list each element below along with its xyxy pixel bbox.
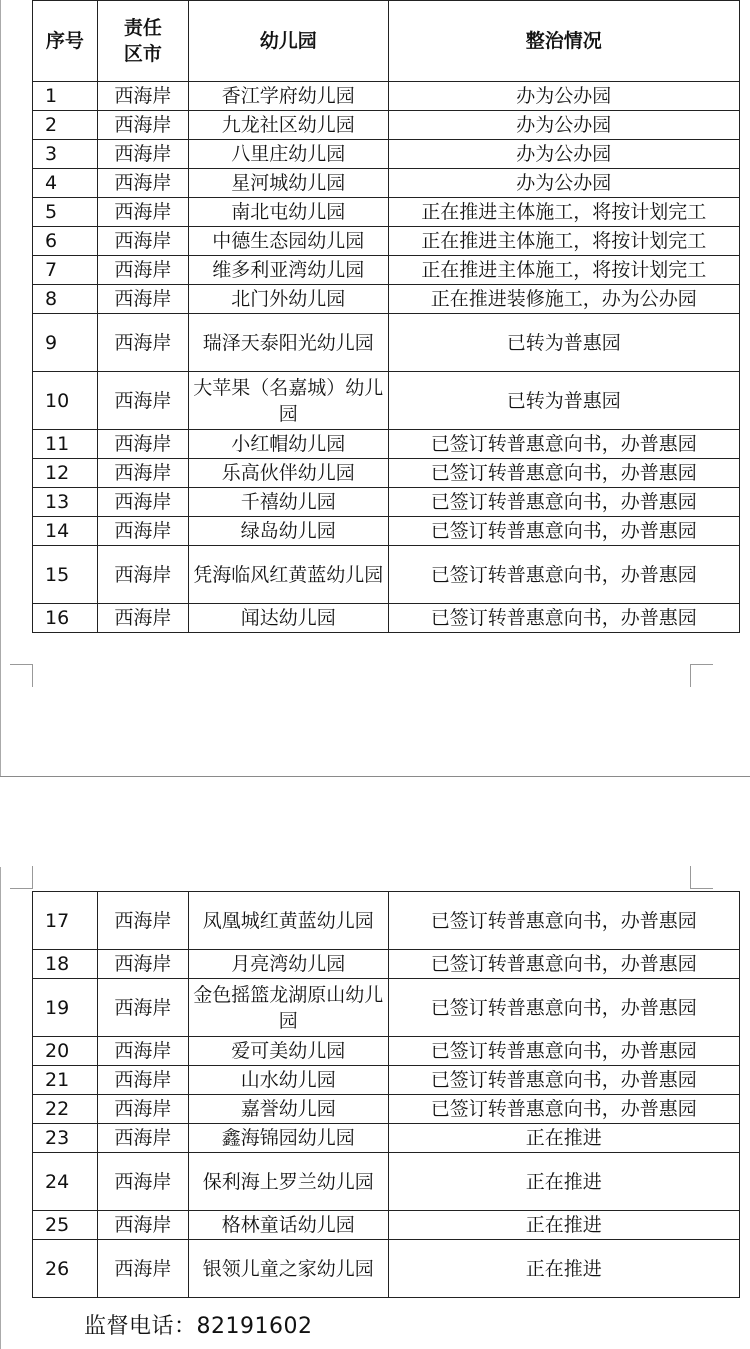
row-district: 西海岸 [97,1124,188,1153]
row-kindergarten: 凤凰城红黄蓝幼儿园 [188,892,388,950]
row-number: 3 [33,140,98,169]
row-kindergarten: 金色摇篮龙湖原山幼儿园 [188,979,388,1037]
page-left-rule-top [0,0,1,776]
table-row [33,517,740,546]
row-kindergarten: 中德生态园幼儿园 [188,227,388,256]
row-district: 西海岸 [97,546,188,604]
row-number: 25 [33,1211,98,1240]
row-district: 西海岸 [97,285,188,314]
row-kindergarten: 千禧幼儿园 [188,488,388,517]
row-kindergarten: 维多利亚湾幼儿园 [188,256,388,285]
row-district: 西海岸 [97,256,188,285]
row-district: 西海岸 [97,111,188,140]
row-number: 21 [33,1066,98,1095]
row-number: 18 [33,950,98,979]
row-district: 西海岸 [97,1211,188,1240]
table-row [33,546,740,604]
row-district: 西海岸 [97,430,188,459]
table-header-row [33,1,740,82]
table-row [33,1124,740,1153]
row-status: 正在推进 [388,1153,740,1211]
row-status: 已签订转普惠意向书，办普惠园 [388,517,740,546]
row-district: 西海岸 [97,892,188,950]
supervision-phone: 监督电话：82191602 [84,1314,313,1339]
row-status: 办为公办园 [388,82,740,111]
page-gap [0,636,750,892]
table-row [33,979,740,1037]
row-kindergarten: 保利海上罗兰幼儿园 [188,1153,388,1211]
row-status: 已转为普惠园 [388,314,740,372]
row-number: 11 [33,430,98,459]
header-cell: 序号 [33,1,98,82]
row-number: 22 [33,1095,98,1124]
page-bottom-edge [0,776,750,777]
margin-corner-mark [10,866,33,889]
table-row [33,1153,740,1211]
row-district: 西海岸 [97,488,188,517]
table-row [33,372,740,430]
row-number: 24 [33,1153,98,1211]
row-status: 正在推进 [388,1240,740,1298]
row-kindergarten: 闻达幼儿园 [188,604,388,633]
row-status: 已转为普惠园 [388,372,740,430]
row-district: 西海岸 [97,459,188,488]
table-row [33,169,740,198]
table-row [33,1066,740,1095]
row-kindergarten: 瑞泽天泰阳光幼儿园 [188,314,388,372]
row-number: 5 [33,198,98,227]
table-row [33,227,740,256]
row-district: 西海岸 [97,1095,188,1124]
row-status: 已签订转普惠意向书，办普惠园 [388,892,740,950]
row-number: 12 [33,459,98,488]
row-district: 西海岸 [97,950,188,979]
row-kindergarten: 八里庄幼儿园 [188,140,388,169]
row-kindergarten: 绿岛幼儿园 [188,517,388,546]
table-row [33,198,740,227]
table-row [33,140,740,169]
row-status: 正在推进装修施工，办为公办园 [388,285,740,314]
row-kindergarten: 格林童话幼儿园 [188,1211,388,1240]
row-number: 26 [33,1240,98,1298]
row-status: 正在推进 [388,1211,740,1240]
row-district: 西海岸 [97,979,188,1037]
row-number: 17 [33,892,98,950]
row-district: 西海岸 [97,82,188,111]
row-district: 西海岸 [97,1066,188,1095]
row-status: 办为公办园 [388,140,740,169]
header-cell: 幼儿园 [188,1,388,82]
row-status: 已签订转普惠意向书，办普惠园 [388,459,740,488]
row-kindergarten: 星河城幼儿园 [188,169,388,198]
row-number: 23 [33,1124,98,1153]
table-row [33,488,740,517]
table-row [33,256,740,285]
margin-corner-mark [10,664,33,687]
table-row [33,1037,740,1066]
row-status: 已签订转普惠意向书，办普惠园 [388,546,740,604]
kindergarten-table-page1 [32,0,740,633]
row-district: 西海岸 [97,517,188,546]
row-district: 西海岸 [97,1153,188,1211]
table-row [33,1211,740,1240]
row-number: 1 [33,82,98,111]
row-kindergarten: 大苹果（名嘉城）幼儿园 [188,372,388,430]
table-row [33,459,740,488]
row-status: 正在推进主体施工，将按计划完工 [388,256,740,285]
margin-corner-mark [690,664,713,687]
row-kindergarten: 山水幼儿园 [188,1066,388,1095]
table-row [33,285,740,314]
kindergarten-table-page2 [32,891,740,1298]
row-status: 办为公办园 [388,169,740,198]
row-district: 西海岸 [97,227,188,256]
row-kindergarten: 月亮湾幼儿园 [188,950,388,979]
row-status: 正在推进 [388,1124,740,1153]
row-district: 西海岸 [97,604,188,633]
table-row [33,314,740,372]
row-district: 西海岸 [97,1037,188,1066]
row-kindergarten: 小红帽幼儿园 [188,430,388,459]
row-number: 7 [33,256,98,285]
row-kindergarten: 香江学府幼儿园 [188,82,388,111]
row-status: 已签订转普惠意向书，办普惠园 [388,950,740,979]
row-number: 4 [33,169,98,198]
row-kindergarten: 嘉誉幼儿园 [188,1095,388,1124]
row-number: 19 [33,979,98,1037]
table-row [33,892,740,950]
row-number: 13 [33,488,98,517]
table-row [33,604,740,633]
row-number: 6 [33,227,98,256]
row-kindergarten: 爱可美幼儿园 [188,1037,388,1066]
row-kindergarten: 银领儿童之家幼儿园 [188,1240,388,1298]
row-status: 已签订转普惠意向书，办普惠园 [388,1095,740,1124]
row-number: 2 [33,111,98,140]
row-number: 15 [33,546,98,604]
row-number: 20 [33,1037,98,1066]
row-number: 16 [33,604,98,633]
table-row [33,430,740,459]
table-row [33,1095,740,1124]
table-row [33,82,740,111]
row-status: 办为公办园 [388,111,740,140]
row-status: 已签订转普惠意向书，办普惠园 [388,1037,740,1066]
row-status: 正在推进主体施工，将按计划完工 [388,198,740,227]
row-district: 西海岸 [97,198,188,227]
page-left-rule-bottom [0,867,1,1349]
header-cell: 责任区市 [97,1,188,82]
row-kindergarten: 乐高伙伴幼儿园 [188,459,388,488]
row-kindergarten: 南北屯幼儿园 [188,198,388,227]
table-row [33,950,740,979]
row-district: 西海岸 [97,372,188,430]
row-status: 已签订转普惠意向书，办普惠园 [388,1066,740,1095]
table-row [33,1240,740,1298]
row-status: 已签订转普惠意向书，办普惠园 [388,604,740,633]
row-district: 西海岸 [97,169,188,198]
margin-corner-mark [690,866,713,889]
table-row [33,111,740,140]
row-status: 已签订转普惠意向书，办普惠园 [388,488,740,517]
row-number: 9 [33,314,98,372]
row-district: 西海岸 [97,1240,188,1298]
row-kindergarten: 鑫海锦园幼儿园 [188,1124,388,1153]
row-district: 西海岸 [97,314,188,372]
row-status: 已签订转普惠意向书，办普惠园 [388,430,740,459]
row-number: 10 [33,372,98,430]
header-cell: 整治情况 [388,1,740,82]
row-kindergarten: 凭海临风红黄蓝幼儿园 [188,546,388,604]
row-status: 正在推进主体施工，将按计划完工 [388,227,740,256]
row-number: 8 [33,285,98,314]
row-district: 西海岸 [97,140,188,169]
row-number: 14 [33,517,98,546]
row-status: 已签订转普惠意向书，办普惠园 [388,979,740,1037]
row-kindergarten: 九龙社区幼儿园 [188,111,388,140]
row-kindergarten: 北门外幼儿园 [188,285,388,314]
